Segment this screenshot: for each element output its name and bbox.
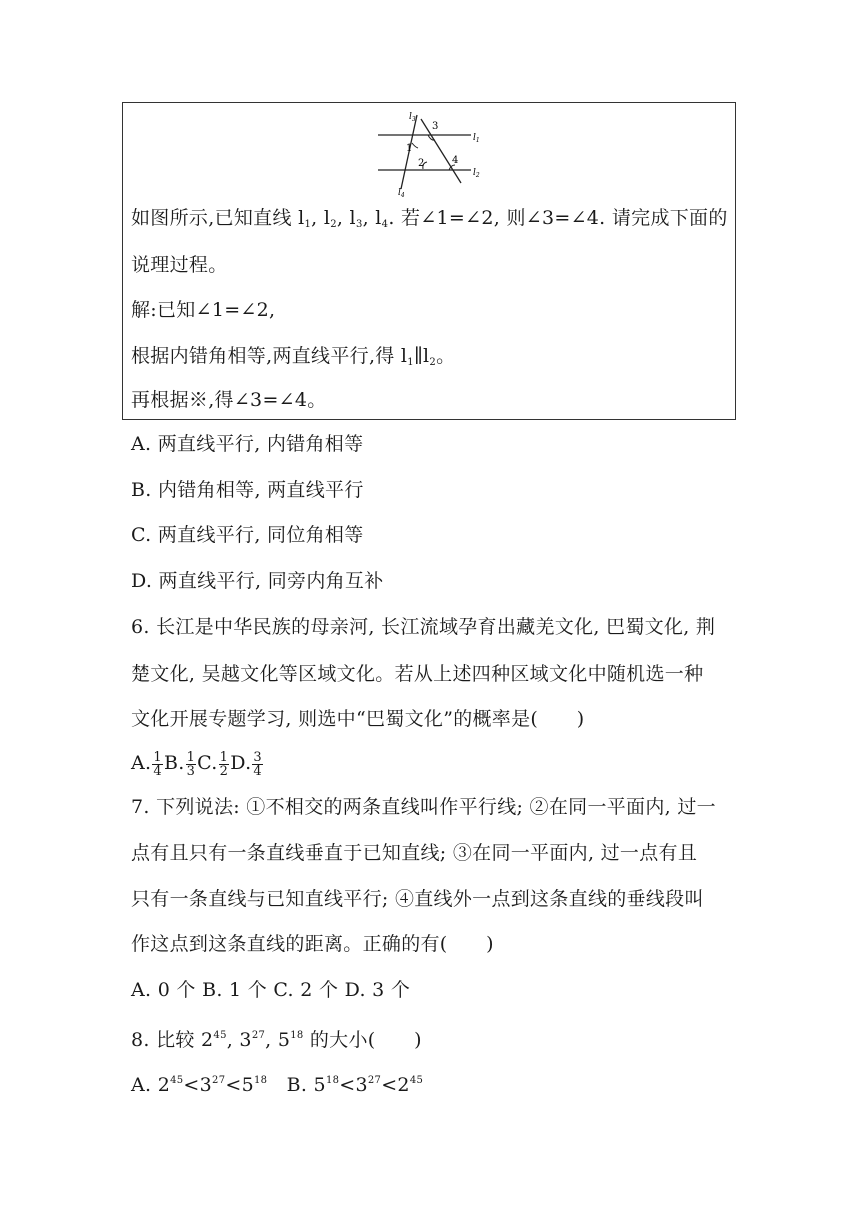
q5-option-d: D. 两直线平行, 同旁内角互补 xyxy=(131,570,384,592)
q6-stem-line-2: 楚文化, 吴越文化等区域文化。若从上述四种区域文化中随机选一种 xyxy=(131,663,704,685)
q7-stem-line-3: 只有一条直线与已知直线平行; ④直线外一点到这条直线的垂线段叫 xyxy=(131,888,704,910)
q5-option-c: C. 两直线平行, 同位角相等 xyxy=(131,524,364,546)
q8-stem: 8. 比较 $2^{45}$, $3^{27}$, $5^{18}$ 的大小( ) xyxy=(131,1029,422,1051)
q8-options: A. $2^{45}<3^{27}<5^{18}$ B. $5^{18}<3^{27}<2^{45}$ xyxy=(131,1074,424,1096)
angle-3-label: 3 xyxy=(432,121,439,132)
q6-stem-line-1: 6. 长江是中华民族的母亲河, 长江流域孕育出藏羌文化, 巴蜀文化, 荆 xyxy=(131,616,716,638)
q7-stem-line-2: 点有且只有一条直线垂直于已知直线; ③在同一平面内, 过一点有且 xyxy=(131,842,698,864)
q6-stem-line-3: 文化开展专题学习, 则选中“巴蜀文化”的概率是( ) xyxy=(131,708,585,730)
label-l1: $l_1$ xyxy=(473,133,480,144)
box-line-2: 说理过程。 xyxy=(131,254,228,276)
fraction-a: $\frac{1}{4}$ xyxy=(153,749,162,779)
q7-stem-line-1: 7. 下列说法: ①不相交的两条直线叫作平行线; ②在同一平面内, 过一 xyxy=(131,796,716,818)
box-line-5: 再根据※,得∠3=∠4。 xyxy=(131,389,327,411)
label-l2: $l_2$ xyxy=(473,168,480,179)
fraction-c: $\frac{1}{2}$ xyxy=(219,749,229,779)
q5-option-a: A. 两直线平行, 内错角相等 xyxy=(131,433,364,455)
box-line-3: 解:已知∠1=∠2, xyxy=(131,299,276,321)
angle-4-label: 4 xyxy=(452,155,459,166)
fraction-d: $\frac{3}{4}$ xyxy=(253,749,262,779)
q7-options: A. 0 个 B. 1 个 C. 2 个 D. 3 个 xyxy=(131,979,411,1001)
parallel-lines-figure xyxy=(373,107,503,199)
box-line-1: 如图所示,已知直线 $l_1$, $l_2$, $l_3$, $l_4$. 若∠1=∠2, 则∠3=∠4. 请完成下面的 xyxy=(131,207,728,230)
label-l4: $l_4$ xyxy=(398,188,405,199)
q6-options: A. $\frac{1}{4}$ B. $\frac{1}{3}$ C. $\frac{1}{2}$ D. $\frac{3}{4}$ xyxy=(131,749,262,779)
q5-option-b: B. 内错角相等, 两直线平行 xyxy=(131,479,364,501)
box-line-4: 根据内错角相等,两直线平行,得 $l_1\parallel l_2$。 xyxy=(131,345,456,368)
q7-stem-line-4: 作这点到这条直线的距离。正确的有( ) xyxy=(131,933,494,955)
angle-2-label: 2 xyxy=(418,158,425,169)
question-context-box xyxy=(122,102,736,420)
angle-1-label: 1 xyxy=(406,143,413,154)
fraction-b: $\frac{1}{3}$ xyxy=(186,749,196,779)
label-l3: $l_3$ xyxy=(409,112,416,123)
